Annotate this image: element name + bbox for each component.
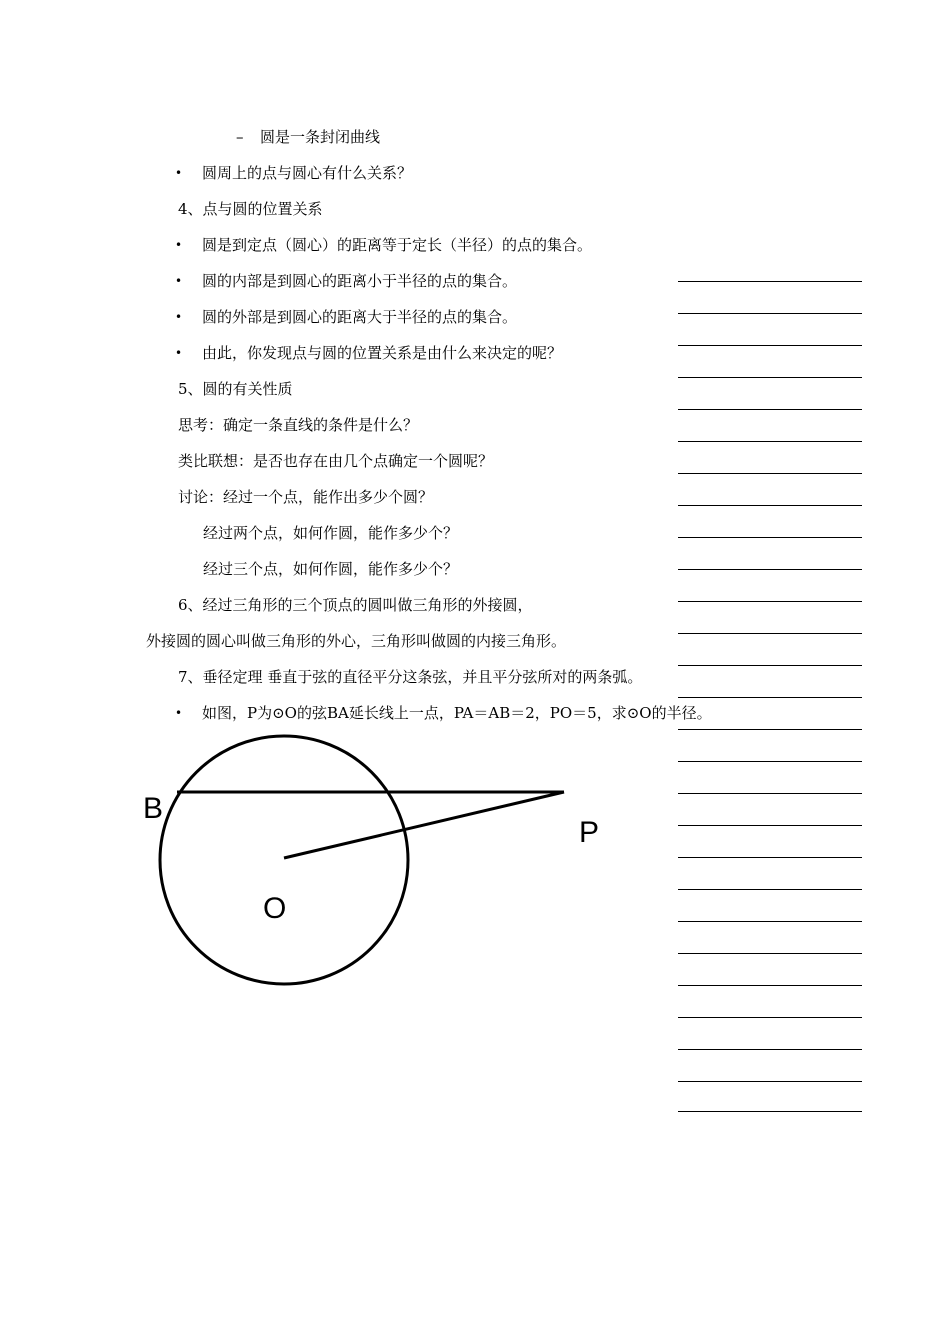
text-line-two-points: 经过两个点，如何作圆，能作多少个？ xyxy=(203,524,459,542)
text-line-question-position: 由此，你发现点与圆的位置关系是由什么来决定的呢？ xyxy=(202,344,563,362)
segment-op xyxy=(284,792,564,858)
text-line-think: 思考：确定一条直线的条件是什么？ xyxy=(178,416,419,434)
dash-marker: – xyxy=(236,128,244,146)
label-o: O xyxy=(263,892,287,925)
text-line-closed-curve: 圆是一条封闭曲线 xyxy=(260,128,381,146)
bullet-icon: • xyxy=(175,346,183,360)
section-heading-7: 7、垂径定理 垂直于弦的直径平分这条弦，并且平分弦所对的两条弧。 xyxy=(178,668,643,686)
text-line-circumcenter: 外接圆的圆心叫做三角形的外心，三角形叫做圆的内接三角形。 xyxy=(146,632,567,650)
bullet-icon: • xyxy=(175,310,183,324)
section-heading-6: 6、经过三角形的三个顶点的圆叫做三角形的外接圆， xyxy=(178,596,533,614)
section-heading-5: 5、圆的有关性质 xyxy=(178,380,293,398)
label-p: P xyxy=(579,816,600,849)
bullet-icon: • xyxy=(175,166,183,180)
circle-o xyxy=(160,736,408,984)
label-b: B xyxy=(143,792,164,825)
text-line-circle-exterior: 圆的外部是到圆心的距离大于半径的点的集合。 xyxy=(202,308,518,326)
bullet-icon: • xyxy=(175,274,183,288)
text-line-circle-definition: 圆是到定点（圆心）的距离等于定长（半径）的点的集合。 xyxy=(202,236,593,254)
text-line-circle-interior: 圆的内部是到圆心的距离小于半径的点的集合。 xyxy=(202,272,518,290)
text-line-circle-relation: 圆周上的点与圆心有什么关系？ xyxy=(202,164,413,182)
text-line-discuss: 讨论：经过一个点，能作出多少个圆？ xyxy=(178,488,434,506)
text-line-three-points: 经过三个点，如何作圆，能作多少个？ xyxy=(203,560,459,578)
text-line-analogy: 类比联想：是否也存在由几个点确定一个圆呢？ xyxy=(178,452,494,470)
section-heading-4: 4、点与圆的位置关系 xyxy=(178,200,323,218)
bullet-icon: • xyxy=(175,706,183,720)
bullet-icon: • xyxy=(175,238,183,252)
text-line-problem: 如图，P为⊙O的弦BA延长线上一点，PA＝AB＝2，PO＝5，求⊙O的半径。 xyxy=(202,704,712,722)
